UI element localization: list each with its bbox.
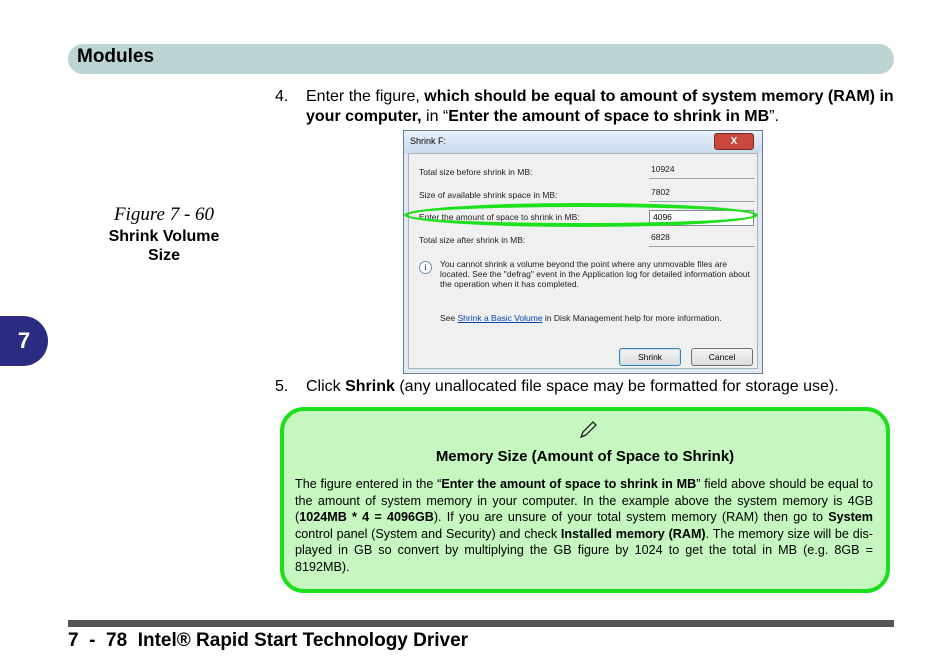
footer-text: 7 - 78 Intel® Rapid Start Technology Driver — [68, 630, 469, 651]
shrink-button[interactable]: Shrink — [619, 348, 681, 366]
info-icon: i — [419, 261, 432, 274]
help-link[interactable]: Shrink a Basic Volume — [457, 313, 543, 323]
shrink-amount-input[interactable]: 4096 — [649, 210, 754, 226]
available-space-value: 7802 — [649, 185, 755, 202]
section-title: Modules — [77, 46, 155, 67]
pencil-icon — [577, 419, 599, 441]
highlight-ellipse — [404, 203, 758, 227]
note-text: The figure entered in the “Enter the amount of space to shrink in MB” field above should be equal to the amount of system memory in your computer. In the example above the system memory is 4GB (1024MB * 4 = 4096GB). If you are unsure of your total system memory (RAM) then go to System control panel (System and Security) and check Installed memory (RAM). The memory size will be dis-played in GB so convert by multiplying the GB figure by 1024 to get the total in MB (e.g. 8GB = 8192MB). — [295, 477, 874, 574]
shrink-dialog — [403, 130, 763, 374]
step-text: Enter the figure, which should be equal to amount of system memory (RAM) in your computer, in “Enter the amount of space to shrink in MB”. — [306, 88, 894, 125]
close-button[interactable]: X — [714, 133, 754, 150]
dialog-body — [408, 153, 758, 369]
shrink-amount-label: Enter the amount of space to shrink in MB: — [419, 212, 580, 222]
chapter-tab — [0, 316, 48, 366]
total-size-value: 10924 — [649, 162, 755, 179]
info-text: You cannot shrink a volume beyond the point where any unmovable files are located. See the "defrag" event in the Application log for detailed information about the operation when it has completed. — [440, 259, 750, 289]
figure-number: Figure 7 - 60 — [113, 204, 215, 225]
chapter-number: 7 — [17, 328, 31, 353]
after-size-value: 6828 — [649, 230, 755, 247]
step-text: Click Shrink (any unallocated file space may be formatted for storage use). — [306, 378, 839, 395]
after-size-label: Total size after shrink in MB: — [419, 235, 526, 245]
footer-bar — [68, 620, 894, 627]
step-number: 4. — [275, 88, 289, 105]
step-number: 5. — [275, 378, 289, 395]
available-space-label: Size of available shrink space in MB: — [419, 190, 558, 200]
cancel-button[interactable]: Cancel — [691, 348, 753, 366]
dialog-title: Shrink F: — [410, 136, 447, 146]
note-title: Memory Size (Amount of Space to Shrink) — [435, 448, 735, 465]
help-text: See Shrink a Basic Volume in Disk Management help for more information. — [440, 313, 722, 323]
figure-title: Shrink Volume Size — [108, 228, 220, 264]
dialog-titlebar — [404, 131, 762, 153]
header-bar — [68, 44, 894, 74]
total-size-label: Total size before shrink in MB: — [419, 167, 533, 177]
